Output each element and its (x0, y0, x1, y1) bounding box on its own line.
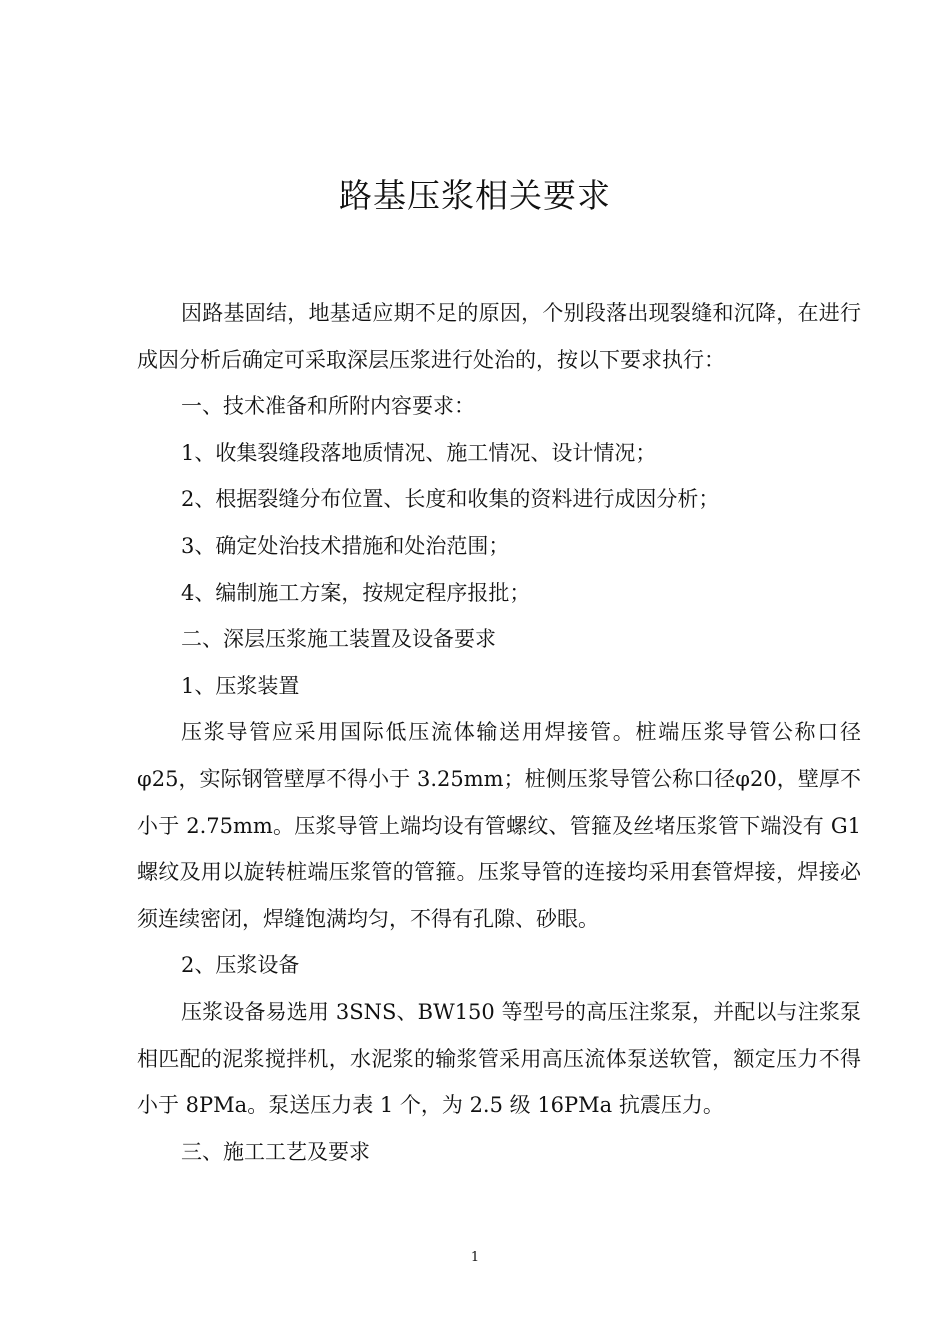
section-heading-1: 一、技术准备和所附内容要求： (181, 394, 475, 419)
document-body (137, 290, 861, 1175)
section-heading-2: 二、深层压浆施工装置及设备要求 (181, 627, 496, 652)
list-item: 4、编制施工方案，按规定程序报批； (181, 580, 531, 605)
subsection-heading: 2、压浆设备 (181, 953, 300, 978)
list-item: 2、根据裂缝分布位置、长度和收集的资料进行成因分析； (181, 487, 720, 512)
list-item: 3、确定处治技术措施和处治范围； (181, 533, 510, 558)
list-item: 1、收集裂缝段落地质情况、施工情况、设计情况； (181, 440, 657, 465)
body-paragraph: 压浆导管应采用国际低压流体输送用焊接管。桩端压浆导管公称口径φ25，实际钢管壁厚不得小于 3.25mm；桩侧压浆导管公称口径φ20，壁厚不小于 2.75mm。压浆导管上端均设有管螺纹、管箍及丝堵压浆管下端没有 G1 螺纹及用以旋转桩端压浆管的管箍。压浆导管的连接均采用套管焊接，焊接必须连续密闭，焊缝饱满均匀，不得有孔隙、砂眼。 (137, 720, 861, 931)
page-title: 路基压浆相关要求 (339, 176, 611, 215)
section-heading-3: 三、施工工艺及要求 (181, 1139, 370, 1164)
intro-paragraph: 因路基固结，地基适应期不足的原因，个别段落出现裂缝和沉降，在进行成因分析后确定可采取深层压浆进行处治的，按以下要求执行： (137, 301, 861, 372)
body-paragraph: 压浆设备易选用 3SNS、BW150 等型号的高压注浆泵，并配以与注浆泵相匹配的泥浆搅拌机，水泥浆的输浆管采用高压流体泵送软管，额定压力不得小于 8PMa。泵送压力表 1 个，为 2.5 级 16PMa 抗震压力。 (137, 999, 861, 1118)
page-number: 1 (470, 1250, 480, 1265)
subsection-heading: 1、压浆装置 (181, 673, 300, 698)
